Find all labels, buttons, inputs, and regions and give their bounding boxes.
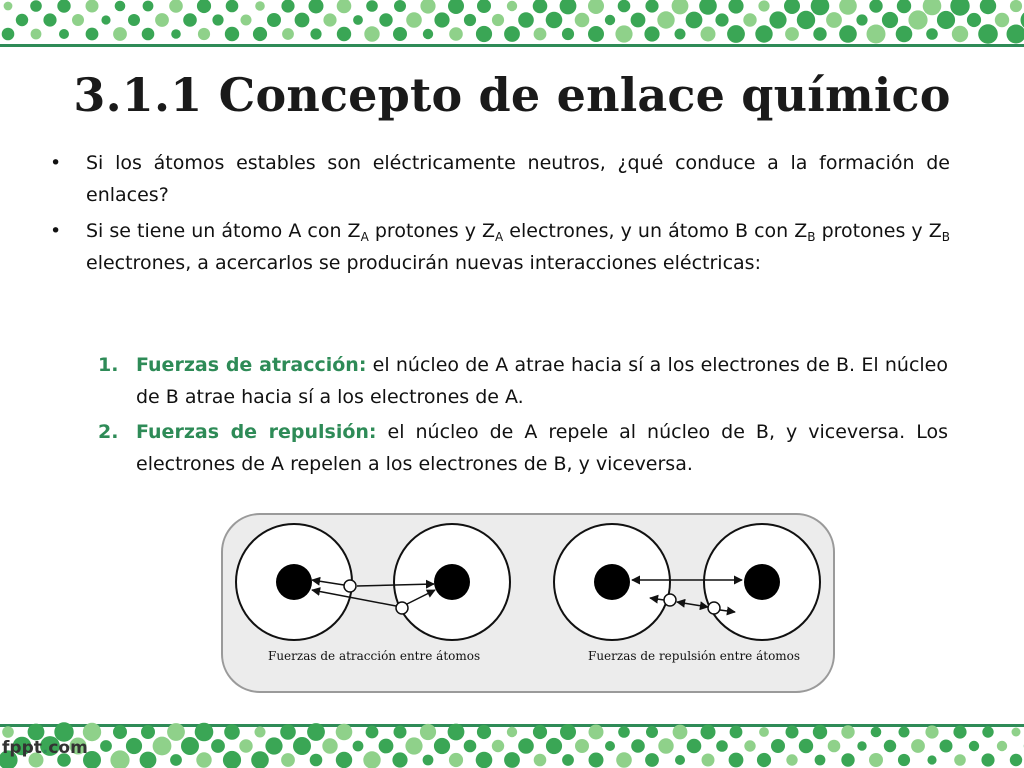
decorative-dot xyxy=(589,725,604,740)
decorative-dot xyxy=(1010,0,1022,12)
numbered-item-1 xyxy=(98,349,948,413)
decorative-dot xyxy=(310,754,323,767)
decorative-dot xyxy=(492,740,504,752)
item-heading: Fuerzas de repulsión: xyxy=(136,421,377,443)
decorative-dot xyxy=(281,753,295,767)
decorative-dot xyxy=(420,724,436,740)
decorative-dot xyxy=(394,0,406,12)
decorative-dot xyxy=(448,0,464,14)
decorative-dot xyxy=(212,14,223,25)
decorative-dot xyxy=(997,741,1007,751)
nucleus-a xyxy=(276,564,312,600)
decorative-dot xyxy=(280,724,296,740)
decorative-dot xyxy=(59,29,69,39)
top-divider-line xyxy=(0,44,1024,47)
decorative-dot xyxy=(464,740,477,753)
decorative-dot xyxy=(307,723,325,741)
decorative-dot xyxy=(940,740,953,753)
decorative-dot xyxy=(392,752,407,767)
decorative-dot xyxy=(155,13,169,27)
decorative-dot xyxy=(716,740,728,752)
decorative-dot xyxy=(562,28,574,40)
bullet-marker: • xyxy=(50,152,62,174)
decorative-dot xyxy=(811,0,830,15)
decorative-dot xyxy=(911,739,925,753)
decorative-dot xyxy=(980,0,996,14)
decorative-dot xyxy=(518,738,534,754)
decorative-dot xyxy=(784,0,800,14)
decorative-dot xyxy=(605,741,615,751)
decorative-dot xyxy=(589,753,604,768)
decorative-dot xyxy=(336,752,352,768)
bullet-text-part: electrones, y un átomo B con Z xyxy=(503,220,808,242)
decorative-dot xyxy=(969,741,979,751)
fppt-logo xyxy=(2,738,88,758)
decorative-dot xyxy=(533,725,547,739)
decorative-dot xyxy=(366,0,378,12)
bottom-dot-band xyxy=(0,722,1024,768)
subscript: B xyxy=(941,230,950,244)
decorative-dot xyxy=(309,0,324,14)
decorative-dot xyxy=(126,738,142,754)
atom-forces-diagram xyxy=(220,510,838,696)
decorative-dot xyxy=(255,727,266,738)
decorative-dot xyxy=(926,28,938,40)
decorative-dot xyxy=(183,13,197,27)
decorative-dot xyxy=(504,752,520,768)
decorative-dot xyxy=(364,26,379,41)
decorative-dot xyxy=(2,726,14,738)
subscript: B xyxy=(807,230,816,244)
numbered-list xyxy=(98,349,948,483)
decorative-dot xyxy=(198,28,210,40)
bullet-item-1 xyxy=(50,147,950,211)
decorative-dot xyxy=(908,10,927,29)
decorative-dot xyxy=(423,755,434,766)
decorative-dot xyxy=(744,740,755,751)
decorative-dot xyxy=(251,751,269,768)
decorative-dot xyxy=(815,755,826,766)
decorative-dot xyxy=(702,754,715,767)
item-heading: Fuerzas de atracción: xyxy=(136,354,367,376)
decorative-dot xyxy=(937,11,955,29)
decorative-dot xyxy=(128,14,140,26)
decorative-dot xyxy=(2,28,15,41)
bullet-list xyxy=(50,147,950,283)
decorative-dot xyxy=(336,724,353,741)
decorative-dot xyxy=(353,741,364,752)
decorative-dot xyxy=(644,26,659,41)
decorative-dot xyxy=(224,724,240,740)
decorative-dot xyxy=(575,13,590,28)
decorative-dot xyxy=(896,26,913,43)
item-number: 2. xyxy=(98,421,119,443)
decorative-dot xyxy=(978,24,998,44)
decorative-dot xyxy=(884,740,896,752)
decorative-dot xyxy=(686,12,703,29)
decorative-dot xyxy=(701,27,716,42)
decorative-dot xyxy=(841,753,854,766)
decorative-dot xyxy=(618,0,631,12)
decorative-dot xyxy=(995,13,1009,27)
slide-title: 3.1.1 Concepto de enlace químico xyxy=(73,68,951,122)
decorative-dot xyxy=(769,11,786,28)
bullet-text: Si los átomos estables son eléctricamente neutros, ¿qué conduce a la formación de enlaces? xyxy=(86,152,950,206)
decorative-dot xyxy=(657,11,674,28)
decorative-dot xyxy=(645,0,658,13)
decorative-dot xyxy=(448,724,465,741)
decorative-dot xyxy=(171,29,181,39)
decorative-dot xyxy=(658,738,673,753)
decorative-dot xyxy=(755,25,772,42)
decorative-dot xyxy=(715,13,728,26)
decorative-dot xyxy=(981,753,994,766)
electron-b xyxy=(396,602,408,614)
decorative-dot xyxy=(310,28,321,39)
decorative-dot xyxy=(730,726,743,739)
decorative-dot xyxy=(1010,754,1022,766)
nucleus-b xyxy=(744,564,780,600)
decorative-dot xyxy=(534,28,547,41)
decorative-dot xyxy=(492,14,504,26)
decorative-dot xyxy=(588,0,604,14)
decorative-dot xyxy=(687,739,702,754)
subscript: A xyxy=(495,230,504,244)
decorative-dot xyxy=(281,0,294,13)
decorative-dot xyxy=(927,755,936,764)
decorative-dot xyxy=(856,14,867,25)
decorative-dot xyxy=(899,727,910,738)
electron-a xyxy=(664,594,676,606)
decorative-dot xyxy=(295,13,310,28)
decorative-dot xyxy=(322,738,337,753)
decorative-dot xyxy=(699,0,717,15)
decorative-dot xyxy=(672,0,689,14)
top-dot-band xyxy=(0,0,1024,48)
decorative-dot xyxy=(57,0,70,13)
decorative-dot xyxy=(923,0,942,15)
decorative-dot xyxy=(631,739,645,753)
decorative-dot xyxy=(857,741,866,750)
nucleus-b xyxy=(434,564,470,600)
decorative-dot xyxy=(504,26,520,42)
decorative-dot xyxy=(771,739,785,753)
decorative-dot xyxy=(30,0,42,12)
decorative-dot xyxy=(196,752,211,767)
bullet-text-part: Si se tiene un átomo A con Z xyxy=(86,220,361,242)
decorative-dot xyxy=(223,751,241,768)
decorative-dot xyxy=(869,753,883,767)
decorative-dot xyxy=(293,737,311,755)
decorative-dot xyxy=(170,754,182,766)
decorative-dot xyxy=(869,0,882,13)
decorative-dot xyxy=(282,28,294,40)
decorative-dot xyxy=(211,739,225,753)
decorative-dot xyxy=(952,26,968,42)
bottom-dot-pattern xyxy=(0,722,1024,768)
decorative-dot xyxy=(363,751,380,768)
decorative-dot xyxy=(253,27,267,41)
decorative-dot xyxy=(675,755,685,765)
decorative-dot xyxy=(534,754,547,767)
decorative-dot xyxy=(323,13,336,26)
decorative-dot xyxy=(507,727,517,737)
decorative-dot xyxy=(241,15,252,26)
decorative-dot xyxy=(197,0,211,13)
decorative-dot xyxy=(785,27,799,41)
decorative-dot xyxy=(759,727,769,737)
logo-suffix: com xyxy=(48,738,88,758)
decorative-dot xyxy=(758,0,769,11)
decorative-dot xyxy=(337,0,352,13)
decorative-dot xyxy=(226,0,239,12)
decorative-dot xyxy=(141,725,155,739)
top-dot-pattern xyxy=(0,0,1024,48)
decorative-dot xyxy=(476,26,492,42)
decorative-dot xyxy=(153,737,172,756)
nucleus-a xyxy=(594,564,630,600)
decorative-dot xyxy=(728,0,743,14)
decorative-dot xyxy=(615,25,632,42)
decorative-dot xyxy=(72,14,84,26)
decorative-dot xyxy=(673,725,688,740)
decorative-dot xyxy=(1012,728,1021,737)
decorative-dot xyxy=(882,12,898,28)
decorative-dot xyxy=(1007,25,1024,44)
decorative-dot xyxy=(100,740,112,752)
decorative-dot xyxy=(434,12,449,27)
decorative-dot xyxy=(86,28,99,41)
decorative-dot xyxy=(195,723,214,742)
decorative-dot xyxy=(337,27,351,41)
decorative-dot xyxy=(101,15,110,24)
decorative-dot xyxy=(255,1,265,11)
decorative-dot xyxy=(379,739,394,754)
decorative-dot xyxy=(449,27,463,41)
decorative-dot xyxy=(839,25,857,43)
decorative-dot xyxy=(353,15,363,25)
decorative-dot xyxy=(646,726,658,738)
item-text: el núcleo de A atrae hacia sí a los electrones de B. El núcleo de B atrae hacia sí a los electrones de A. xyxy=(136,354,948,408)
decorative-dot xyxy=(799,739,813,753)
electron-b xyxy=(708,602,720,614)
decorative-dot xyxy=(110,750,129,768)
decorative-dot xyxy=(143,1,154,12)
logo-brand: fppt xyxy=(2,738,42,758)
decorative-dot xyxy=(16,14,28,26)
decorative-dot xyxy=(546,738,562,754)
decorative-dot xyxy=(631,13,646,28)
decorative-dot xyxy=(898,754,910,766)
decorative-dot xyxy=(797,11,815,29)
decorative-dot xyxy=(757,753,771,767)
decorative-dot xyxy=(616,752,632,768)
decorative-dot xyxy=(813,27,826,40)
decorative-dot xyxy=(546,12,563,29)
decorative-dot xyxy=(507,1,517,11)
bullet-marker: • xyxy=(50,220,62,242)
decorative-dot xyxy=(434,738,450,754)
decorative-dot xyxy=(449,753,463,767)
decorative-dot xyxy=(167,723,185,741)
decorative-dot xyxy=(406,12,422,28)
decorative-dot xyxy=(813,725,827,739)
decorative-dot xyxy=(560,724,576,740)
decorative-dot xyxy=(113,27,127,41)
decorative-dot xyxy=(743,13,756,26)
bullet-text-part: protones y Z xyxy=(815,220,942,242)
electron-a xyxy=(344,580,356,592)
decorative-dot xyxy=(605,15,615,25)
decorative-dot xyxy=(142,28,155,41)
decorative-dot xyxy=(115,1,126,12)
decorative-dot xyxy=(828,740,841,753)
decorative-dot xyxy=(4,2,13,11)
decorative-dot xyxy=(786,726,799,739)
decorative-dot xyxy=(267,13,281,27)
decorative-dot xyxy=(925,725,938,738)
decorative-dot xyxy=(140,752,157,768)
decorative-dot xyxy=(394,726,407,739)
decorative-dot xyxy=(867,25,886,44)
decorative-dot xyxy=(405,737,422,754)
decorative-dot xyxy=(533,0,548,13)
decorative-dot xyxy=(560,0,577,14)
decorative-dot xyxy=(265,737,282,754)
decorative-dot xyxy=(169,0,183,13)
decorative-dot xyxy=(181,737,199,755)
decorative-dot xyxy=(225,27,239,41)
subscript: A xyxy=(360,230,369,244)
decorative-dot xyxy=(645,753,659,767)
decorative-dot xyxy=(43,13,56,26)
decorative-dot xyxy=(476,752,493,768)
decorative-dot xyxy=(477,0,491,13)
decorative-dot xyxy=(954,754,966,766)
decorative-dot xyxy=(618,726,630,738)
left-caption: Fuerzas de atracción entre átomos xyxy=(268,649,481,663)
decorative-dot xyxy=(477,725,491,739)
decorative-dot xyxy=(950,0,969,16)
decorative-dot xyxy=(588,26,604,42)
decorative-dot xyxy=(420,0,435,14)
decorative-dot xyxy=(86,0,99,13)
bullet-item-2 xyxy=(50,215,950,279)
decorative-dot xyxy=(239,739,252,752)
decorative-dot xyxy=(727,25,745,43)
decorative-dot xyxy=(982,726,993,737)
decorative-dot xyxy=(841,725,854,738)
decorative-dot xyxy=(871,727,882,738)
decorative-dot xyxy=(897,0,911,13)
decorative-dot xyxy=(953,725,966,738)
decorative-dot xyxy=(393,27,407,41)
decorative-dot xyxy=(379,13,392,26)
decorative-dot xyxy=(786,754,797,765)
decorative-dot xyxy=(464,14,476,26)
right-caption: Fuerzas de repulsión entre átomos xyxy=(588,649,801,663)
item-number: 1. xyxy=(98,354,119,376)
decorative-dot xyxy=(562,754,574,766)
decorative-dot xyxy=(701,725,716,740)
decorative-dot xyxy=(518,12,534,28)
decorative-dot xyxy=(839,0,857,15)
bullet-text-part: electrones, a acercarlos se producirán nuevas interacciones eléctricas: xyxy=(86,252,761,274)
decorative-dot xyxy=(575,739,589,753)
numbered-item-2 xyxy=(98,416,948,480)
decorative-dot xyxy=(675,29,686,40)
decorative-dot xyxy=(967,13,981,27)
bullet-text-part: protones y Z xyxy=(368,220,496,242)
item-text: el núcleo de A repele al núcleo de B, y viceversa. Los electrones de A repelen a los electrones de B, y viceversa. xyxy=(136,421,948,475)
decorative-dot xyxy=(366,726,379,739)
decorative-dot xyxy=(423,29,433,39)
decorative-dot xyxy=(729,753,744,768)
logo-dot: . xyxy=(41,738,49,758)
decorative-dot xyxy=(113,725,127,739)
decorative-dot xyxy=(826,12,842,28)
decorative-dot xyxy=(31,29,42,40)
